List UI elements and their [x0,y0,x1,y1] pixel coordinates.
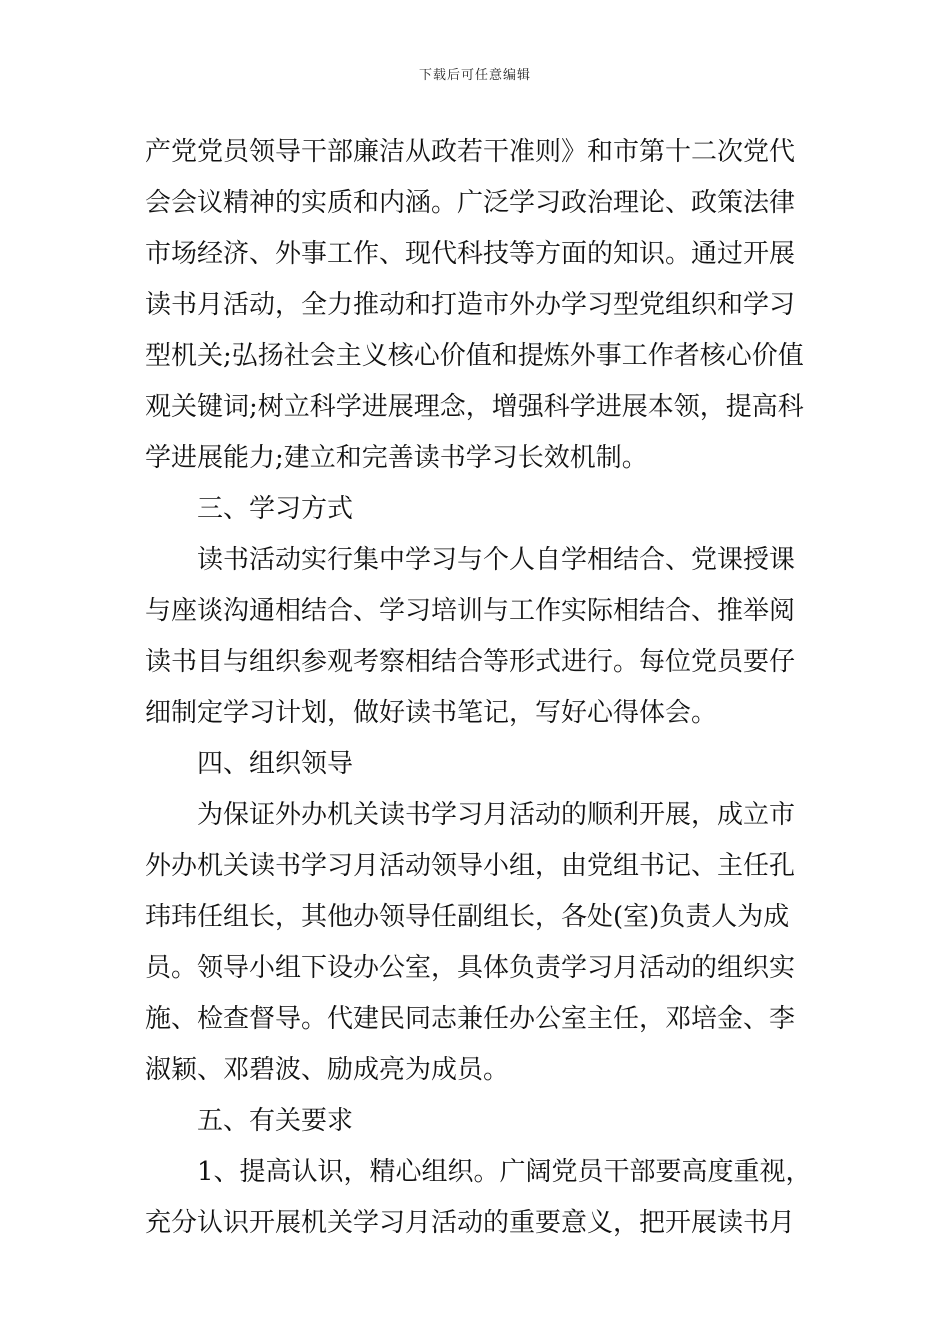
text-line: 会会议精神的实质和内涵。广泛学习政治理论、政策法律 [145,188,796,218]
text-line: 与座谈沟通相结合、学习培训与工作实际相结合、推举阅 [145,596,796,626]
section-heading: 三、学习方式 [197,494,354,524]
text-line: 读书月活动，全力推动和打造市外办学习型党组织和学习 [145,290,796,320]
section-heading: 五、有关要求 [197,1106,354,1136]
text-line: 市场经济、外事工作、现代科技等方面的知识。通过开展 [145,239,796,269]
text-line: 读书活动实行集中学习与个人自学相结合、党课授课 [197,545,796,575]
text-line: 细制定学习计划，做好读书笔记，写好心得体会。 [145,698,718,728]
text-line: 观关键词;树立科学进展理念，增强科学进展本领，提高科 [145,392,804,422]
text-line: 玮玮任组长，其他办领导任副组长，各处(室)负责人为成 [145,902,790,932]
text-line: 学进展能力;建立和完善读书学习长效机制。 [145,443,648,473]
text-line: 读书目与组织参观考察相结合等形式进行。每位党员要仔 [145,647,796,677]
text-line: 施、检查督导。代建民同志兼任办公室主任，邓培金、李 [145,1004,796,1034]
text-line: 型机关;弘扬社会主义核心价值和提炼外事工作者核心价值 [145,341,804,371]
text-line: 产党党员领导干部廉洁从政若干准则》和市第十二次党代 [145,137,796,167]
text-line: 外办机关读书学习月活动领导小组，由党组书记、主任孔 [145,851,796,881]
text-line: 充分认识开展机关学习月活动的重要意义，把开展读书月 [145,1208,796,1238]
text-line: 1、提高认识，精心组织。广阔党员干部要高度重视， [197,1157,812,1187]
document-body [145,127,815,1249]
text-line: 淑颖、邓碧波、励成亮为成员。 [145,1055,510,1085]
text-line: 为保证外办机关读书学习月活动的顺利开展，成立市 [197,800,796,830]
page-header: 下载后可任意编辑 [418,68,531,83]
section-heading: 四、组织领导 [197,749,354,779]
text-line: 员。领导小组下设办公室，具体负责学习月活动的组织实 [145,953,796,983]
